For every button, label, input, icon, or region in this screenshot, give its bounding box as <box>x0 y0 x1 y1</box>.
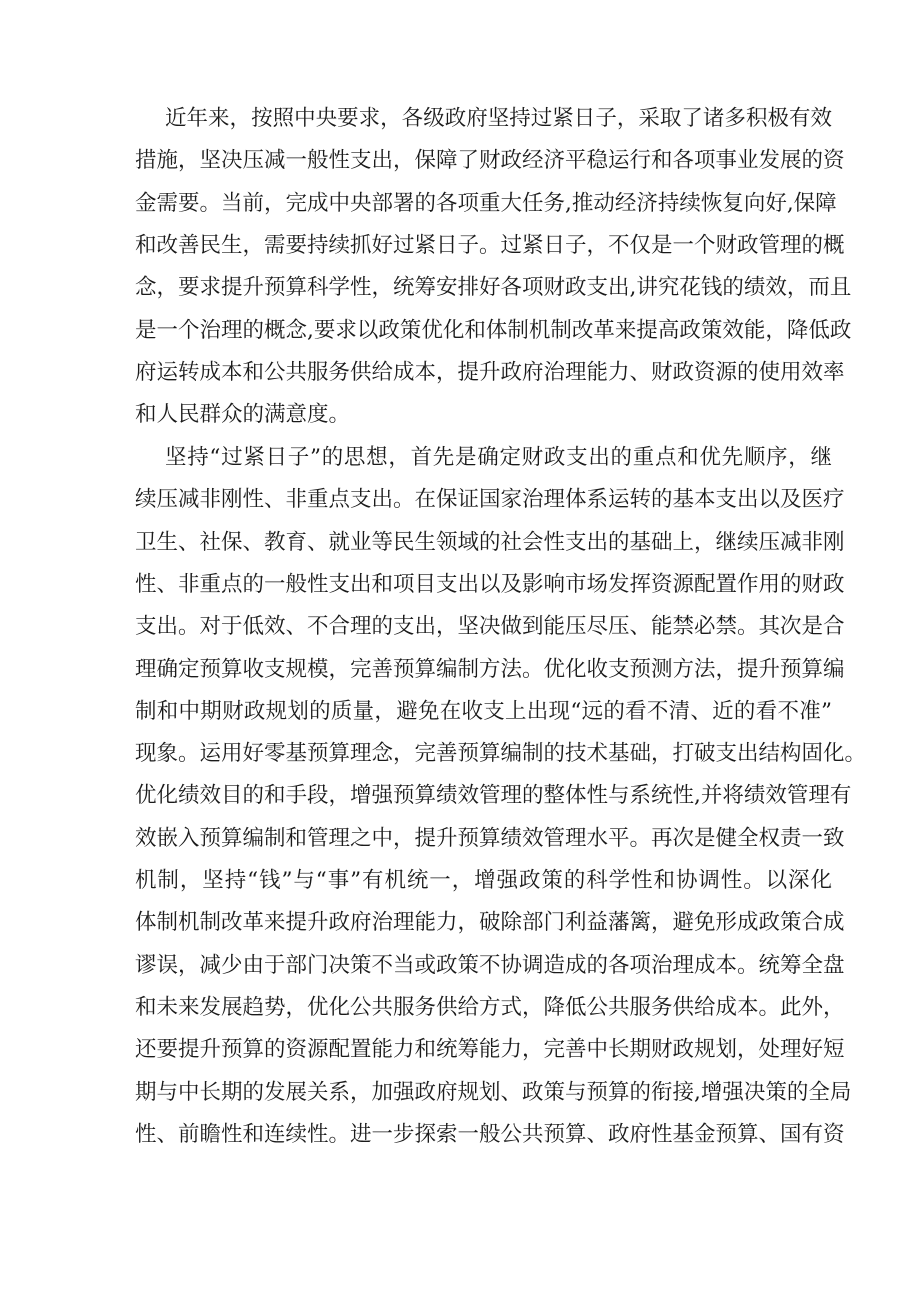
text-line: 念，要求提升预算科学性，统筹安排好各项财政支出,讲究花钱的绩效，而且 <box>135 275 852 301</box>
text-line: 措施，坚决压减一般性支出，保障了财政经济平稳运行和各项事业发展的资 <box>135 148 845 174</box>
text-line: 体制机制改革来提升政府治理能力，破除部门利益藩篱，避免形成政策合成 <box>135 910 845 936</box>
text-line: 制和中期财政规划的质量，避免在收支上出现“远的看不清、近的看不准” <box>135 698 832 724</box>
text-line: 性、前瞻性和连续性。进一步探索一般公共预算、政府性基金预算、国有资 <box>135 1121 845 1147</box>
text-line: 和未来发展趋势，优化公共服务供给方式，降低公共服务供给成本。此外， <box>135 994 845 1020</box>
text-line: 谬误，减少由于部门决策不当或政策不协调造成的各项治理成本。统筹全盘 <box>135 952 845 978</box>
text-line: 府运转成本和公共服务供给成本，提升政府治理能力、财政资源的使用效率 <box>135 359 845 385</box>
text-line: 坚持“过紧日子”的思想，首先是确定财政支出的重点和优先顺序，继 <box>165 445 832 470</box>
text-line: 优化绩效目的和手段，增强预算绩效管理的整体性与系统性,并将绩效管理有 <box>135 783 852 809</box>
text-line: 续压减非刚性、非重点支出。在保证国家治理体系运转的基本支出以及医疗 <box>135 487 845 513</box>
text-line: 理确定预算收支规模，完善预算编制方法。优化收支预测方法，提升预算编 <box>135 656 845 682</box>
text-line: 和人民群众的满意度。 <box>135 402 351 428</box>
text-line: 是一个治理的概念,要求以政策优化和体制机制改革来提高政策效能，降低政 <box>135 317 852 343</box>
text-line: 支出。对于低效、不合理的支出，坚决做到能压尽压、能禁必禁。其次是合 <box>135 614 845 640</box>
text-line: 效嵌入预算编制和管理之中，提升预算绩效管理水平。再次是健全权责一致 <box>135 825 845 851</box>
text-line: 卫生、社保、教育、就业等民生领域的社会性支出的基础上，继续压减非刚 <box>135 529 845 555</box>
text-line: 近年来，按照中央要求，各级政府坚持过紧日子，采取了诸多积极有效 <box>165 106 832 131</box>
text-line: 期与中长期的发展关系，加强政府规划、政策与预算的衔接,增强决策的全局 <box>135 1079 852 1105</box>
text-line: 性、非重点的一般性支出和项目支出以及影响市场发挥资源配置作用的财政 <box>135 571 845 597</box>
text-line: 机制，坚持“钱”与“事”有机统一，增强政策的科学性和协调性。以深化 <box>135 868 832 893</box>
text-line: 和改善民生，需要持续抓好过紧日子。过紧日子，不仅是一个财政管理的概 <box>135 232 845 258</box>
text-line: 金需要。当前，完成中央部署的各项重大任务,推动经济持续恢复向好,保障 <box>135 190 837 216</box>
text-line: 现象。运用好零基预算理念，完善预算编制的技术基础，打破支出结构固化。 <box>135 741 867 767</box>
text-line: 还要提升预算的资源配置能力和统筹能力，完善中长期财政规划，处理好短 <box>135 1037 845 1063</box>
